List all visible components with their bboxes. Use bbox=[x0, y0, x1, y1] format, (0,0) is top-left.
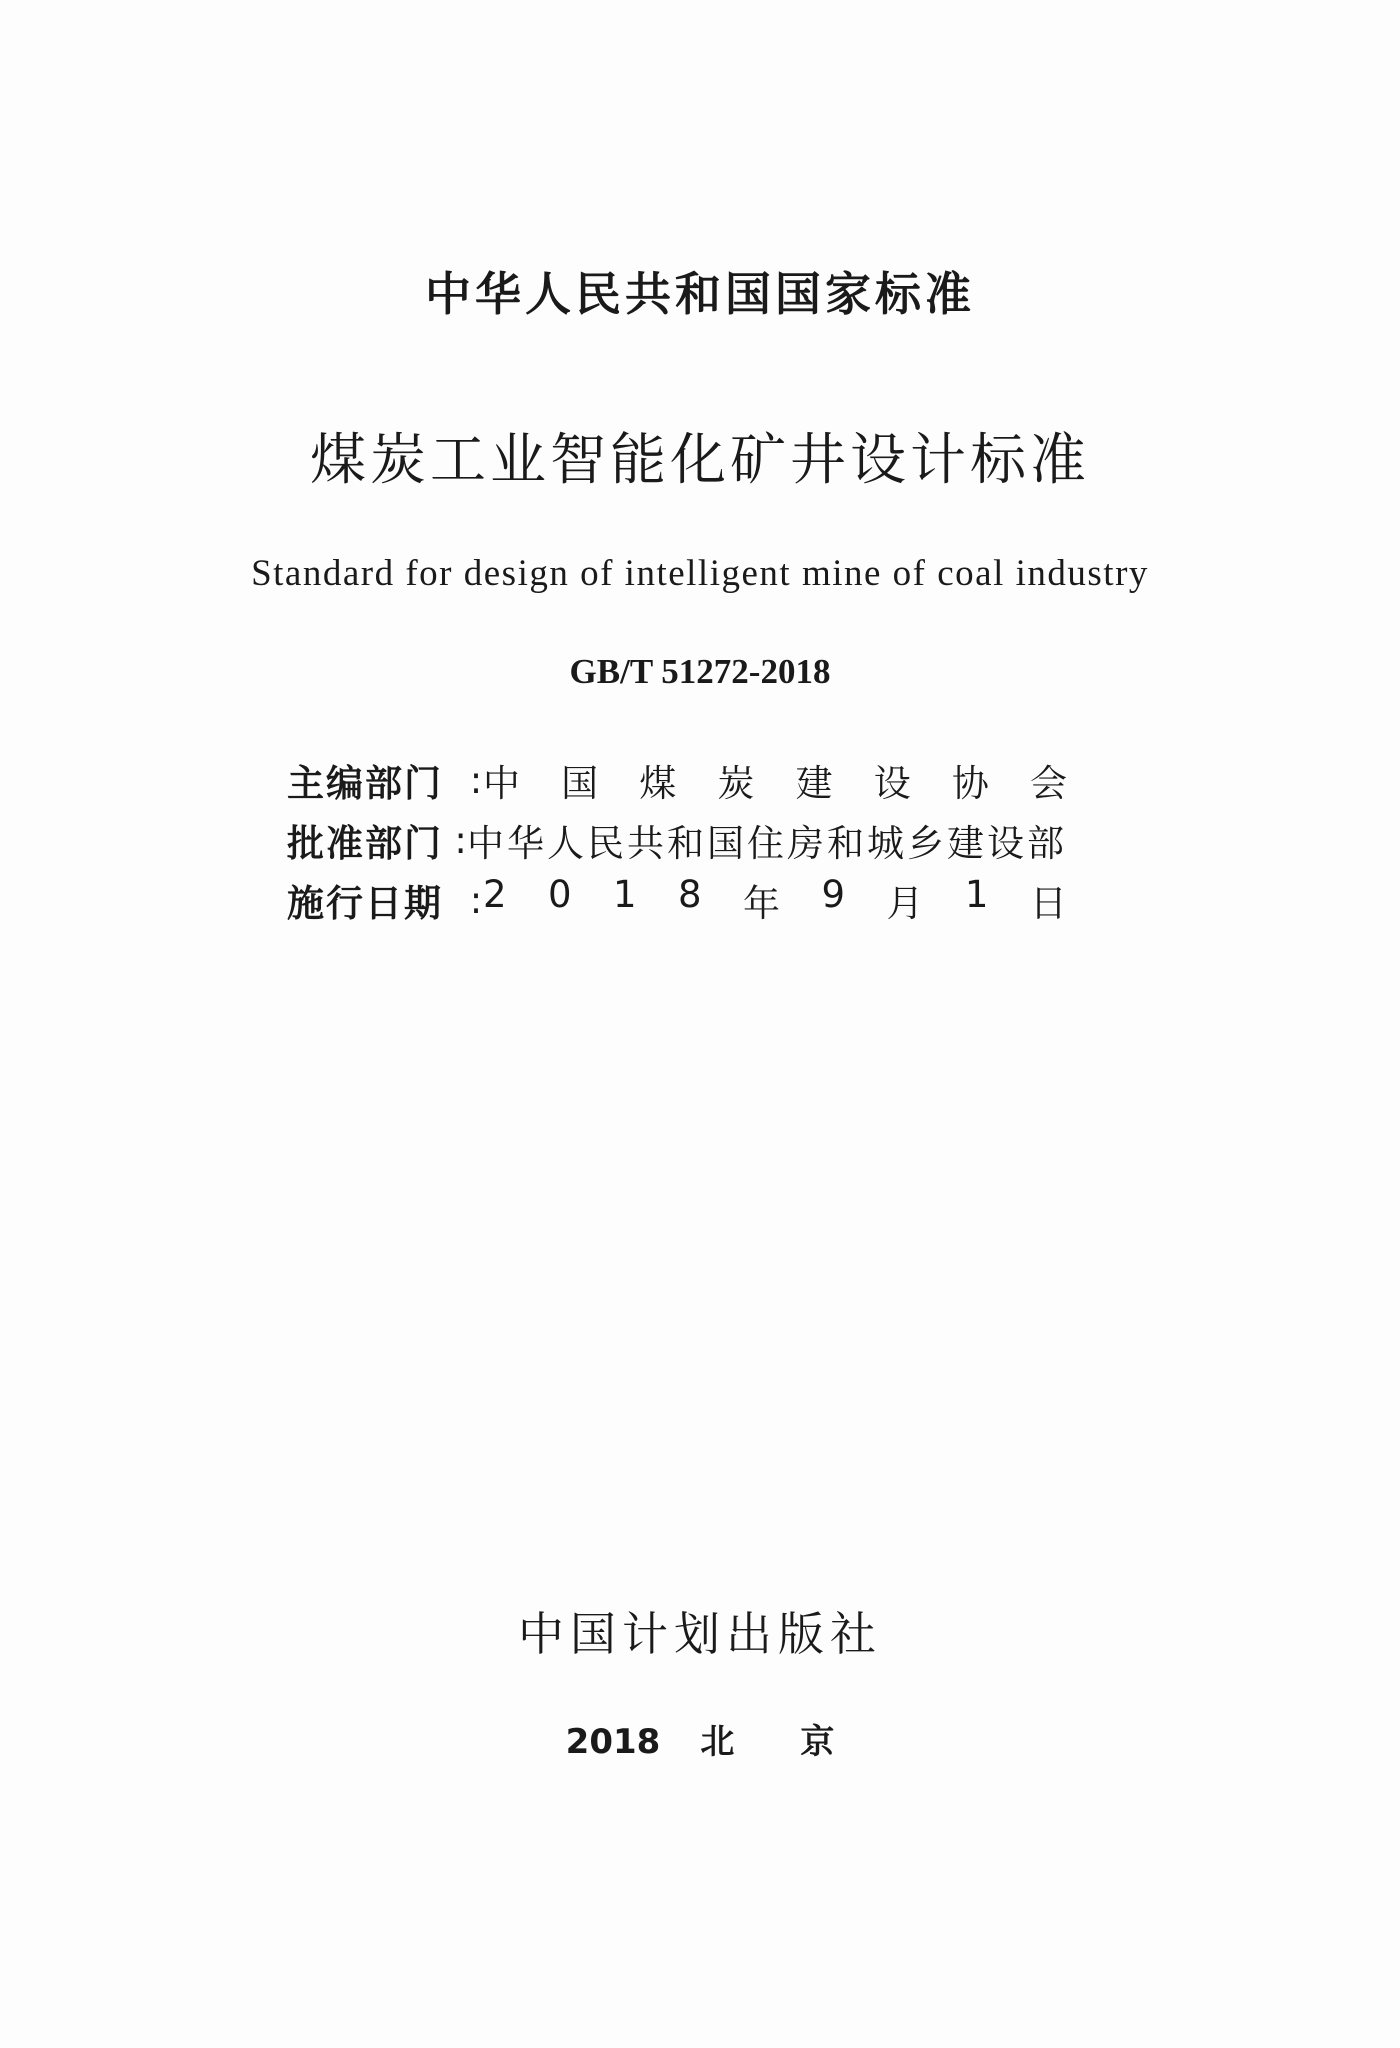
publication-info bbox=[287, 750, 1067, 930]
effective-date-label: 施行日期 bbox=[287, 882, 443, 925]
imprint-year: 2018 bbox=[565, 1722, 661, 1762]
editor-value bbox=[483, 753, 1067, 807]
editor-row bbox=[287, 750, 1067, 810]
standard-title-chinese: 煤炭工业智能化矿井设计标准 bbox=[310, 428, 1090, 493]
date-char: 月 bbox=[886, 882, 924, 925]
series-title: 中华人民共和国国家标准 bbox=[425, 267, 975, 321]
editor-label: 主编部门 bbox=[287, 762, 443, 805]
imprint-city-char: 北 bbox=[700, 1722, 735, 1762]
date-char: 0 bbox=[548, 873, 572, 916]
date-char: 9 bbox=[821, 873, 845, 916]
date-char: 日 bbox=[1029, 882, 1067, 925]
imprint-line bbox=[0, 1714, 1400, 1763]
approver-label: 批准部门 bbox=[287, 822, 443, 865]
effective-date-row bbox=[287, 870, 1067, 930]
date-char: 年 bbox=[743, 882, 780, 925]
date-char: 8 bbox=[678, 873, 702, 916]
editor-char: 炭 bbox=[717, 762, 755, 805]
effective-date-colon: : bbox=[469, 878, 483, 922]
imprint-city-char: 京 bbox=[800, 1722, 835, 1762]
editor-char: 会 bbox=[1029, 762, 1067, 805]
approver-colon: : bbox=[454, 818, 467, 862]
date-char: 1 bbox=[613, 873, 637, 916]
editor-char: 建 bbox=[795, 762, 833, 805]
publisher-name: 中国计划出版社 bbox=[518, 1607, 882, 1661]
editor-char: 中 bbox=[483, 762, 520, 805]
editor-char: 设 bbox=[873, 762, 911, 805]
editor-colon: : bbox=[469, 758, 483, 802]
approver-value: 中华人民共和国住房和城乡建设部 bbox=[467, 822, 1067, 865]
effective-date-value bbox=[483, 873, 1067, 927]
approver-row bbox=[287, 810, 1067, 870]
editor-char: 协 bbox=[951, 762, 989, 805]
editor-char: 国 bbox=[561, 762, 599, 805]
standard-code: GB/T 51272-2018 bbox=[569, 652, 831, 691]
standard-title-english: Standard for design of intelligent mine of coal industry bbox=[251, 553, 1149, 594]
editor-char: 煤 bbox=[639, 762, 677, 805]
date-char: 2 bbox=[483, 873, 507, 916]
date-char: 1 bbox=[964, 873, 989, 916]
